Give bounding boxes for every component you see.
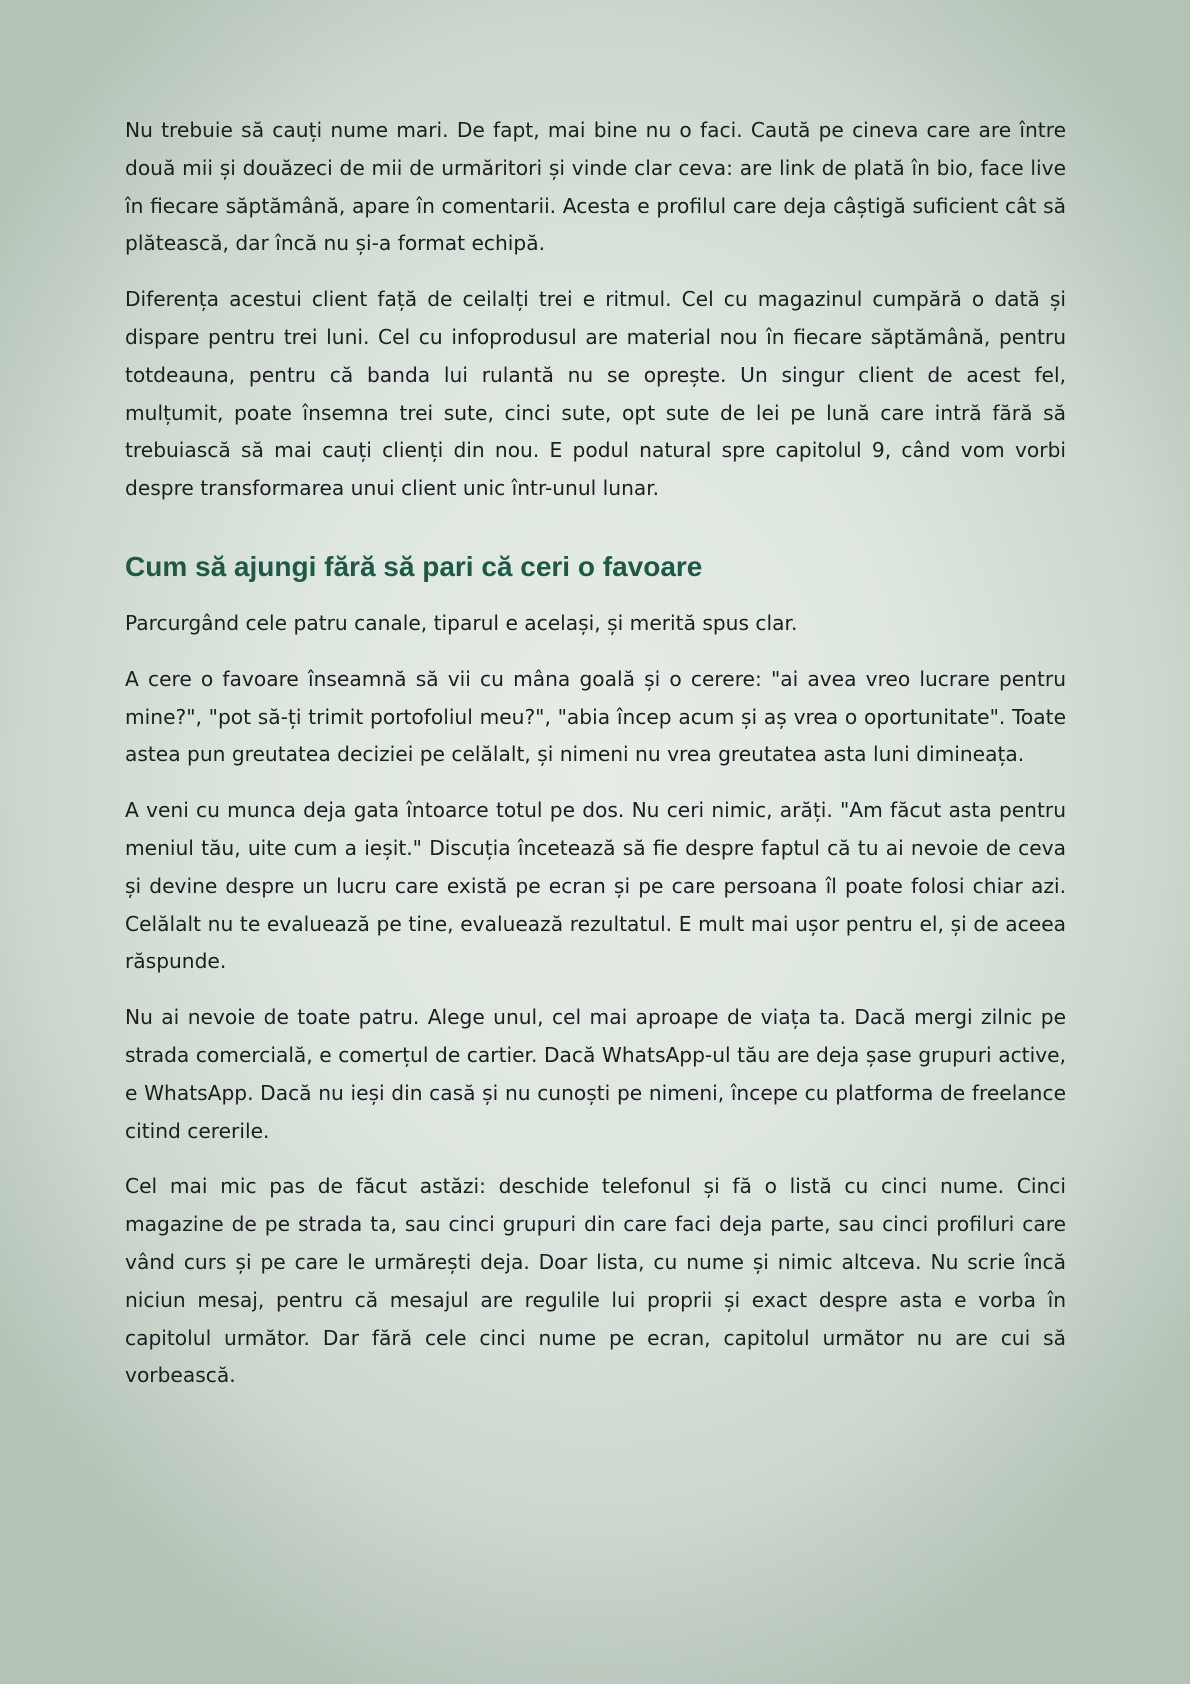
paragraph: Nu ai nevoie de toate patru. Alege unul, cel mai aproape de viața ta. Dacă mergi zilnic pe strada comercială, e comerțul de cartier. Dacă WhatsApp-ul tău are deja șase grupuri active, e WhatsApp. Dacă nu ieși din casă și nu cunoști pe nimeni, începe cu platforma de freelance citind cererile.: [125, 1005, 1066, 1143]
paragraph: Nu trebuie să cauți nume mari. De fapt, mai bine nu o faci. Caută pe cineva care are între două mii și douăzeci de mii de urmăritori și vinde clar ceva: are link de plată în bio, face live în fiecare săptămână, apare în comentarii. Acesta e profilul care deja câștigă suficient cât să plătească, dar încă nu și-a format echipă.: [125, 118, 1066, 256]
paragraph: A cere o favoare înseamnă să vii cu mâna goală și o cerere: "ai avea vreo lucrare pentru mine?", "pot să-ți trimit portofoliul meu?", "abia încep acum și aș vrea o oportunitate". Toate astea pun greutatea deciziei pe celălalt, și nimeni nu vrea greutatea asta luni dimineața.: [125, 666, 1066, 767]
paragraph: Diferența acestui client față de ceilalți trei e ritmul. Cel cu magazinul cumpără o dată și dispare pentru trei luni. Cel cu infoprodusul are material nou în fiecare săptămână, pentru totdeauna, pentru că banda lui rulantă nu se oprește. Un singur client de acest fel, mulțumit, poate însemna trei sute, cinci sute, opt sute de lei pe lună care intră fără să trebuiască să mai cauți clienți din nou. E podul natural spre capitolul 9, când vom vorbi despre transformarea unui client unic într-unul lunar.: [125, 287, 1066, 501]
paragraph: Cel mai mic pas de făcut astăzi: deschide telefonul și fă o listă cu cinci nume. Cinci magazine de pe strada ta, sau cinci grupuri din care faci deja parte, sau cinci profiluri care vând curs și pe care le urmărești deja. Doar lista, cu nume și nimic altceva. Nu scrie încă niciun mesaj, pentru că mesajul are regulile lui proprii și exact despre asta e vorba în capitolul următor. Dar fără cele cinci nume pe ecran, capitolul următor nu are cui să vorbească.: [125, 1174, 1066, 1388]
document-page: [125, 112, 1066, 1413]
paragraph: A veni cu munca deja gata întoarce totul pe dos. Nu ceri nimic, arăți. "Am făcut asta pentru meniul tău, uite cum a ieșit." Discuția încetează să fie despre faptul că tu ai nevoie de ceva și devine despre un lucru care există pe ecran și pe care persoana îl poate folosi chiar azi. Celălalt nu te evaluează pe tine, evaluează rezultatul. E mult mai ușor pentru el, și de aceea răspunde.: [125, 798, 1066, 974]
paragraph: Parcurgând cele patru canale, tiparul e același, și merită spus clar.: [125, 610, 798, 635]
section-heading: Cum să ajungi fără să pari că ceri o favoare: [125, 550, 703, 582]
